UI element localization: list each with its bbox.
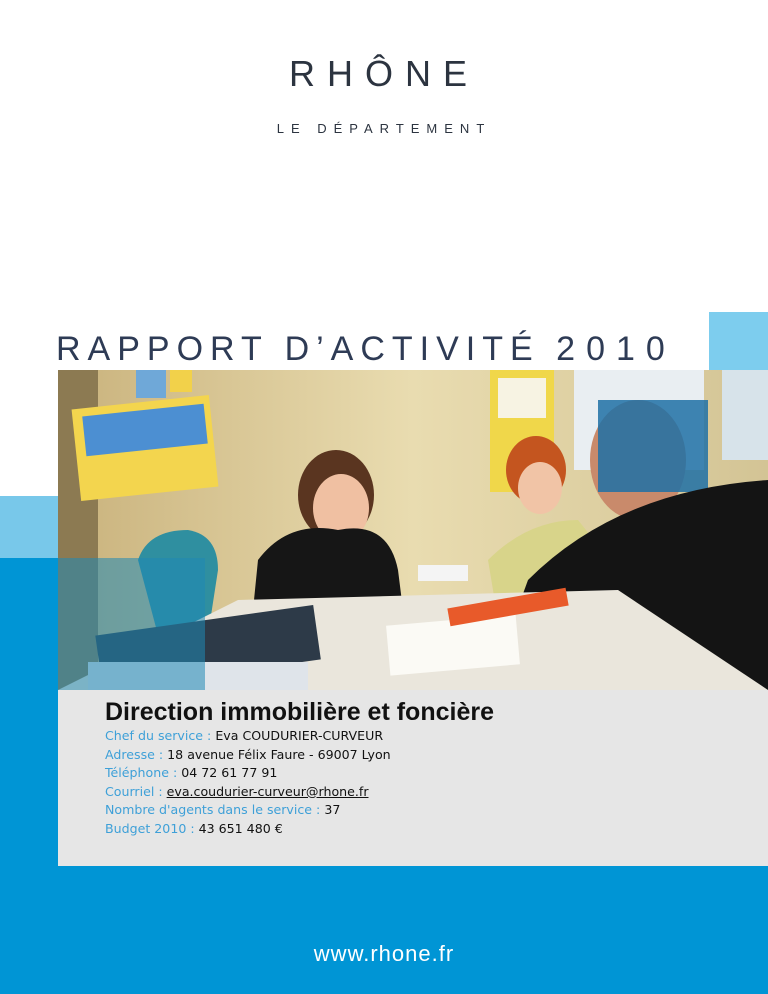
cover-photo	[58, 370, 768, 690]
detail-label: Budget 2010 :	[105, 820, 199, 836]
logo-wordmark: RHÔNE	[288, 53, 479, 94]
rhone-logo	[0, 48, 768, 158]
report-title-text: RAPPORT D’ACTIVITÉ	[56, 330, 540, 368]
service-name: Direction immobilière et foncière	[105, 698, 494, 726]
detail-value: 04 72 61 77 91	[181, 765, 278, 781]
cover-photo-illustration	[58, 370, 768, 690]
logo-subtitle: LE DÉPARTEMENT	[276, 121, 492, 136]
decorative-square-right	[709, 312, 768, 370]
website-link[interactable]: www.rhone.fr	[313, 941, 455, 966]
detail-label: Nombre d'agents dans le service :	[105, 802, 325, 818]
service-detail-chief	[105, 727, 391, 746]
service-detail-agents	[105, 801, 391, 820]
detail-label: Chef du service :	[105, 728, 216, 743]
detail-value: 37	[324, 802, 341, 818]
service-detail-budget	[105, 820, 391, 839]
detail-label: Téléphone :	[105, 765, 182, 781]
service-info-panel	[58, 690, 768, 866]
service-detail-address	[105, 746, 391, 765]
detail-label: Adresse :	[105, 746, 168, 762]
detail-value: 18 avenue Félix Faure - 69007 Lyon	[167, 746, 391, 762]
detail-value: 43 651 480 €	[198, 820, 283, 836]
email-link[interactable]: eva.coudurier-curveur@rhone.fr	[166, 783, 369, 799]
service-detail-email	[105, 783, 391, 802]
service-detail-phone	[105, 764, 391, 783]
detail-value: Eva COUDURIER-CURVEUR	[215, 728, 384, 743]
service-details	[105, 727, 391, 839]
detail-label: Courriel :	[105, 783, 167, 799]
decorative-square-left	[0, 496, 58, 558]
report-title	[56, 330, 676, 369]
report-year: 2010	[556, 330, 676, 368]
